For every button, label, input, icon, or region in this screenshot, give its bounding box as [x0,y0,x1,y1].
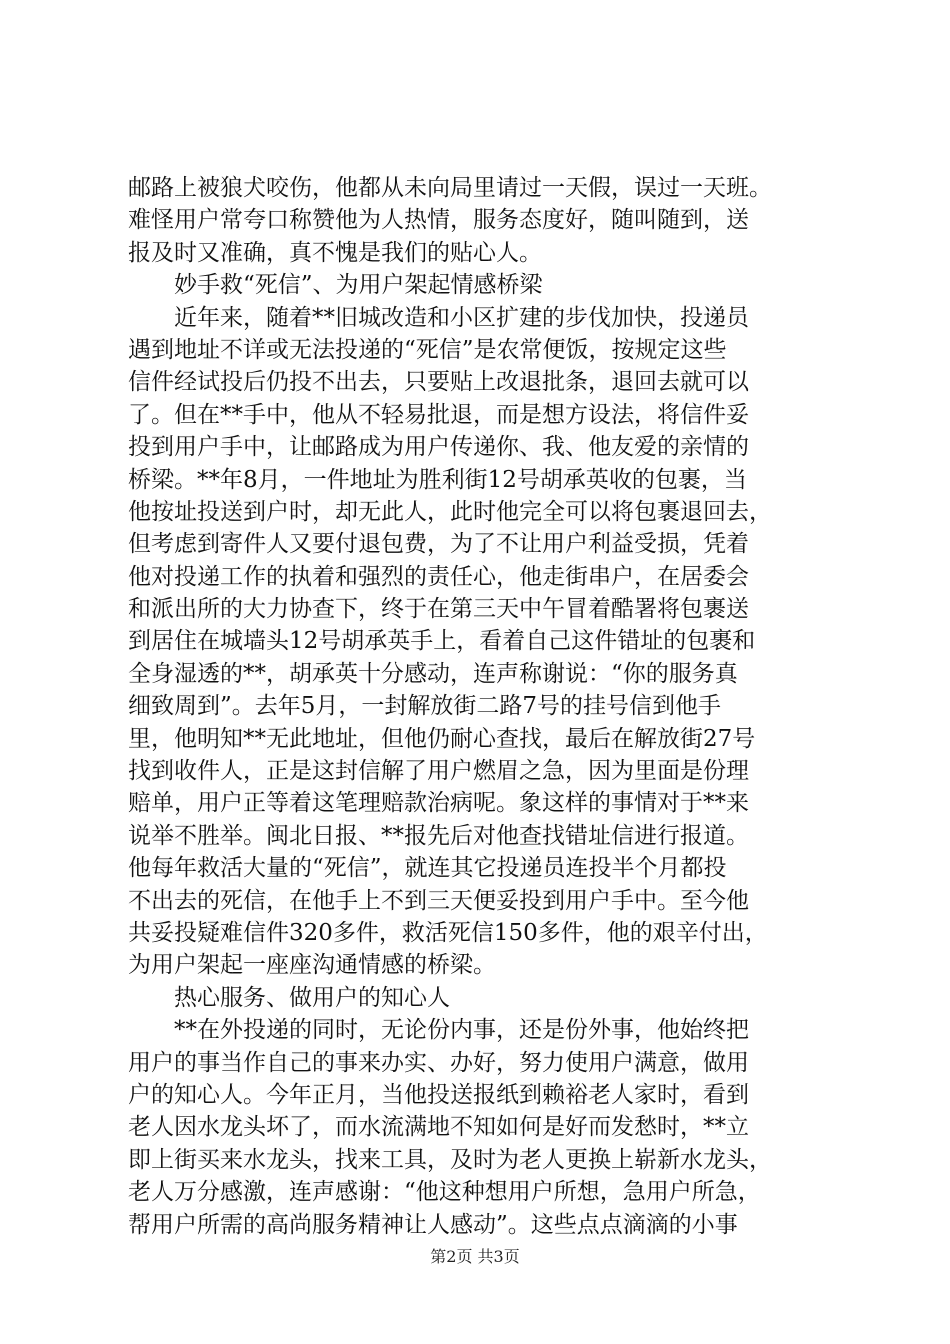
text-line: 他对投递工作的执着和强烈的责任心，他走街串户，在居委会 [128,563,749,590]
text-line: 到居住在城墙头12号胡承英手上，看着自己这件错址的包裹和 [128,628,756,655]
text-line: 遇到地址不详或无法投递的“死信”是农常便饭，按规定这些 [128,336,727,363]
page-footer: 第2页 共3页 [430,1247,520,1266]
text-line: 和派出所的大力协查下，终于在第三天中午冒着酷署将包裹送 [128,596,749,623]
text-line: 报及时又准确，真不愧是我们的贴心人。 [128,239,542,266]
text-line: 细致周到”。去年5月，一封解放街二路7号的挂号信到他手 [128,693,722,720]
document-body [128,172,828,1241]
text-line: 即上街买来水龙头，找来工具，及时为老人更换上崭新水龙头， [128,1146,772,1173]
text-line: 用户的事当作自己的事来办实、办好，努力使用户满意，做用 [128,1049,749,1076]
text-line: 共妥投疑难信件320多件，救活死信150多件，他的艰辛付出， [128,919,768,946]
text-line: 老人万分感激，连声感谢：“他这种想用户所想，急用户所急， [128,1179,761,1206]
text-line: 为用户架起一座座沟通情感的桥梁。 [128,952,496,979]
text-line: 里，他明知**无此地址，但他仍耐心查找，最后在解放街27号 [128,725,756,752]
text-line: 近年来，随着**旧城改造和小区扩建的步伐加快，投递员 [128,304,749,331]
text-line: 信件经试投后仍投不出去，只要贴上改退批条，退回去就可以 [128,369,749,396]
text-line: 热心服务、做用户的知心人 [128,984,450,1011]
text-line: **在外投递的同时，无论份内事，还是份外事，他始终把 [128,1017,749,1044]
text-line: 他每年救活大量的“死信”，就连其它投递员连投半个月都投 [128,855,727,882]
text-line: 找到收件人，正是这封信解了用户燃眉之急，因为里面是份理 [128,758,749,785]
text-line: 老人因水龙头坏了，而水流满地不知如何是好而发愁时，**立 [128,1114,749,1141]
text-line: 邮路上被狼犬咬伤，他都从未向局里请过一天假，误过一天班。 [128,175,772,201]
text-line: 帮用户所需的高尚服务精神让人感动”。这些点点滴滴的小事 [128,1211,738,1238]
text-line: 投到用户手中，让邮路成为用户传递你、我、他友爱的亲情的 [128,434,749,461]
text-line: 全身湿透的**，胡承英十分感动，连声称谢说：“你的服务真 [128,660,738,687]
text-line: 他按址投送到户时，却无此人，此时他完全可以将包裹退回去， [128,498,772,525]
text-line: 说举不胜举。闽北日报、**报先后对他查找错址信进行报道。 [128,822,749,849]
text-line: 了。但在**手中，他从不轻易批退，而是想方设法，将信件妥 [128,401,749,428]
text-line: 户的知心人。今年正月，当他投送报纸到赖裕老人家时，看到 [128,1081,749,1108]
text-line: 赔单，用户正等着这笔理赔款治病呢。象这样的事情对于**来 [128,790,749,817]
text-line: 妙手救“死信”、为用户架起情感桥梁 [128,272,543,299]
text-line: 不出去的死信，在他手上不到三天便妥投到用户手中。至今他 [128,887,749,914]
text-line: 但考虑到寄件人又要付退包费，为了不让用户利益受损，凭着 [128,531,749,558]
text-line: 桥梁。**年8月，一件地址为胜利街12号胡承英收的包裹，当 [128,466,747,493]
text-line: 难怪用户常夸口称赞他为人热情，服务态度好，随叫随到，送 [128,207,749,234]
